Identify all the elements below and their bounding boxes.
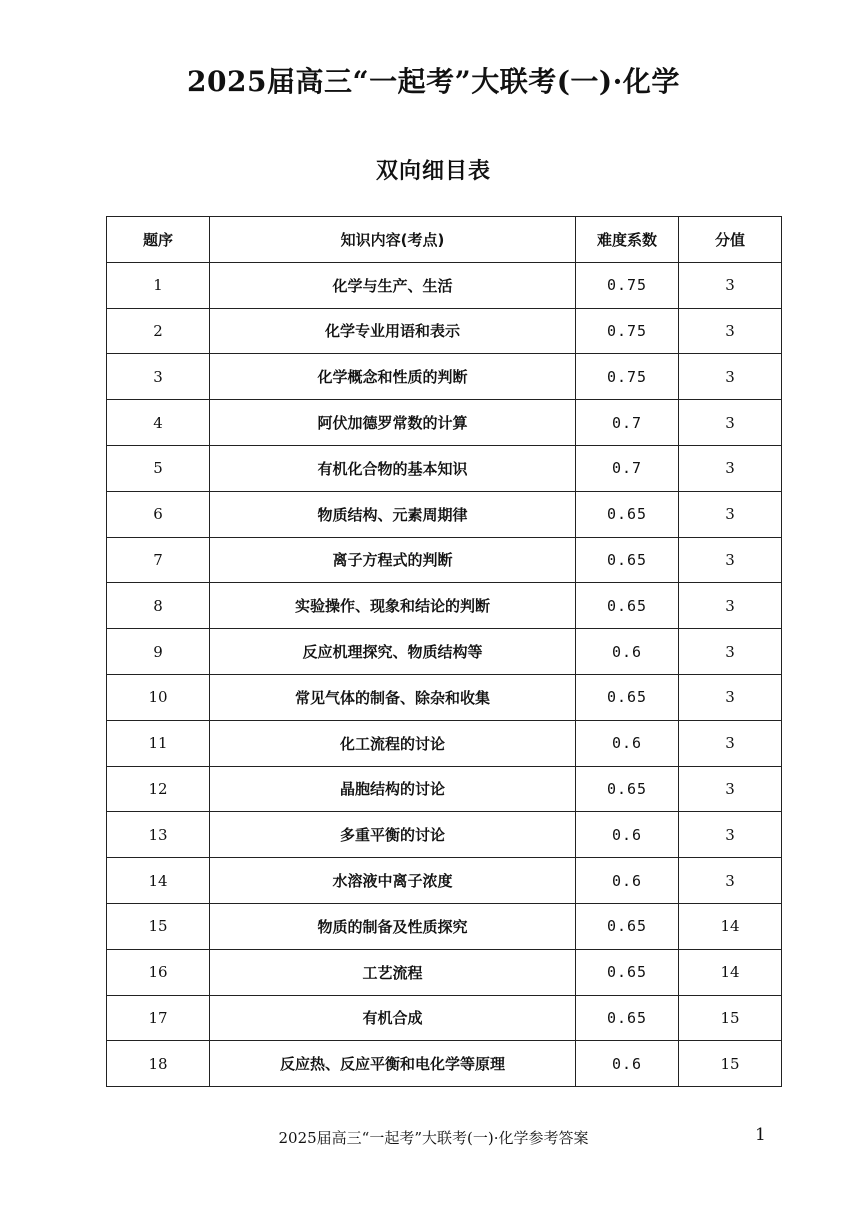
cell-knowledge-content: 水溶液中离子浓度 (210, 858, 576, 904)
cell-score: 3 (679, 720, 782, 766)
cell-difficulty: 0.75 (576, 354, 679, 400)
cell-knowledge-content: 阿伏加德罗常数的计算 (210, 400, 576, 446)
cell-difficulty: 0.6 (576, 1041, 679, 1087)
table-row (107, 674, 782, 720)
page-footer: 2025届高三“一起考”大联考(一)·化学参考答案 (278, 1129, 589, 1147)
cell-question-no: 10 (107, 674, 210, 720)
table-row (107, 995, 782, 1041)
cell-question-no: 9 (107, 629, 210, 675)
cell-score: 14 (679, 903, 782, 949)
table-row (107, 400, 782, 446)
cell-score: 3 (679, 537, 782, 583)
cell-score: 3 (679, 629, 782, 675)
table-row (107, 445, 782, 491)
header-difficulty: 难度系数 (576, 217, 679, 263)
cell-knowledge-content: 常见气体的制备、除杂和收集 (210, 674, 576, 720)
header-question-no: 题序 (107, 217, 210, 263)
table-row (107, 1041, 782, 1087)
cell-question-no: 1 (107, 262, 210, 308)
cell-score: 3 (679, 766, 782, 812)
cell-difficulty: 0.6 (576, 858, 679, 904)
cell-knowledge-content: 有机化合物的基本知识 (210, 445, 576, 491)
cell-knowledge-content: 化学与生产、生活 (210, 262, 576, 308)
cell-knowledge-content: 反应热、反应平衡和电化学等原理 (210, 1041, 576, 1087)
cell-difficulty: 0.6 (576, 812, 679, 858)
cell-question-no: 16 (107, 949, 210, 995)
table-row (107, 858, 782, 904)
table-row (107, 949, 782, 995)
cell-question-no: 6 (107, 491, 210, 537)
cell-question-no: 18 (107, 1041, 210, 1087)
table-row (107, 354, 782, 400)
header-row (107, 217, 782, 263)
cell-difficulty: 0.65 (576, 491, 679, 537)
cell-difficulty: 0.65 (576, 949, 679, 995)
table-row (107, 583, 782, 629)
table-row (107, 720, 782, 766)
cell-score: 3 (679, 491, 782, 537)
cell-knowledge-content: 物质结构、元素周期律 (210, 491, 576, 537)
table-title: 双向细目表 (375, 159, 491, 184)
cell-difficulty: 0.7 (576, 400, 679, 446)
cell-question-no: 5 (107, 445, 210, 491)
table-row (107, 537, 782, 583)
cell-question-no: 3 (107, 354, 210, 400)
cell-knowledge-content: 实验操作、现象和结论的判断 (210, 583, 576, 629)
spec-table (106, 216, 782, 1087)
cell-difficulty: 0.6 (576, 720, 679, 766)
table-row (107, 491, 782, 537)
cell-knowledge-content: 多重平衡的讨论 (210, 812, 576, 858)
cell-score: 3 (679, 674, 782, 720)
cell-difficulty: 0.75 (576, 262, 679, 308)
cell-score: 15 (679, 1041, 782, 1087)
cell-question-no: 12 (107, 766, 210, 812)
cell-knowledge-content: 工艺流程 (210, 949, 576, 995)
cell-score: 3 (679, 308, 782, 354)
cell-question-no: 17 (107, 995, 210, 1041)
cell-score: 3 (679, 354, 782, 400)
cell-knowledge-content: 有机合成 (210, 995, 576, 1041)
cell-score: 3 (679, 445, 782, 491)
header-score: 分值 (679, 217, 782, 263)
page-number: 1 (755, 1125, 766, 1145)
cell-knowledge-content: 化工流程的讨论 (210, 720, 576, 766)
cell-knowledge-content: 反应机理探究、物质结构等 (210, 629, 576, 675)
cell-knowledge-content: 离子方程式的判断 (210, 537, 576, 583)
table-row (107, 308, 782, 354)
cell-knowledge-content: 晶胞结构的讨论 (210, 766, 576, 812)
cell-question-no: 13 (107, 812, 210, 858)
cell-score: 3 (679, 583, 782, 629)
cell-question-no: 7 (107, 537, 210, 583)
cell-difficulty: 0.7 (576, 445, 679, 491)
table-row (107, 629, 782, 675)
table-body (107, 262, 782, 1086)
cell-difficulty: 0.6 (576, 629, 679, 675)
cell-difficulty: 0.65 (576, 903, 679, 949)
cell-score: 14 (679, 949, 782, 995)
cell-question-no: 11 (107, 720, 210, 766)
cell-knowledge-content: 物质的制备及性质探究 (210, 903, 576, 949)
table-row (107, 812, 782, 858)
cell-question-no: 4 (107, 400, 210, 446)
cell-question-no: 8 (107, 583, 210, 629)
cell-knowledge-content: 化学概念和性质的判断 (210, 354, 576, 400)
cell-knowledge-content: 化学专业用语和表示 (210, 308, 576, 354)
cell-question-no: 14 (107, 858, 210, 904)
table-row (107, 903, 782, 949)
cell-question-no: 15 (107, 903, 210, 949)
header-knowledge-content: 知识内容(考点) (210, 217, 576, 263)
cell-score: 3 (679, 858, 782, 904)
cell-difficulty: 0.65 (576, 537, 679, 583)
cell-score: 3 (679, 262, 782, 308)
cell-difficulty: 0.75 (576, 308, 679, 354)
table-row (107, 766, 782, 812)
table-row (107, 262, 782, 308)
cell-difficulty: 0.65 (576, 995, 679, 1041)
cell-score: 3 (679, 400, 782, 446)
cell-score: 3 (679, 812, 782, 858)
cell-difficulty: 0.65 (576, 583, 679, 629)
cell-question-no: 2 (107, 308, 210, 354)
document-title: 2025届高三“一起考”大联考(一)·化学 (187, 65, 680, 98)
cell-difficulty: 0.65 (576, 674, 679, 720)
cell-score: 15 (679, 995, 782, 1041)
cell-difficulty: 0.65 (576, 766, 679, 812)
